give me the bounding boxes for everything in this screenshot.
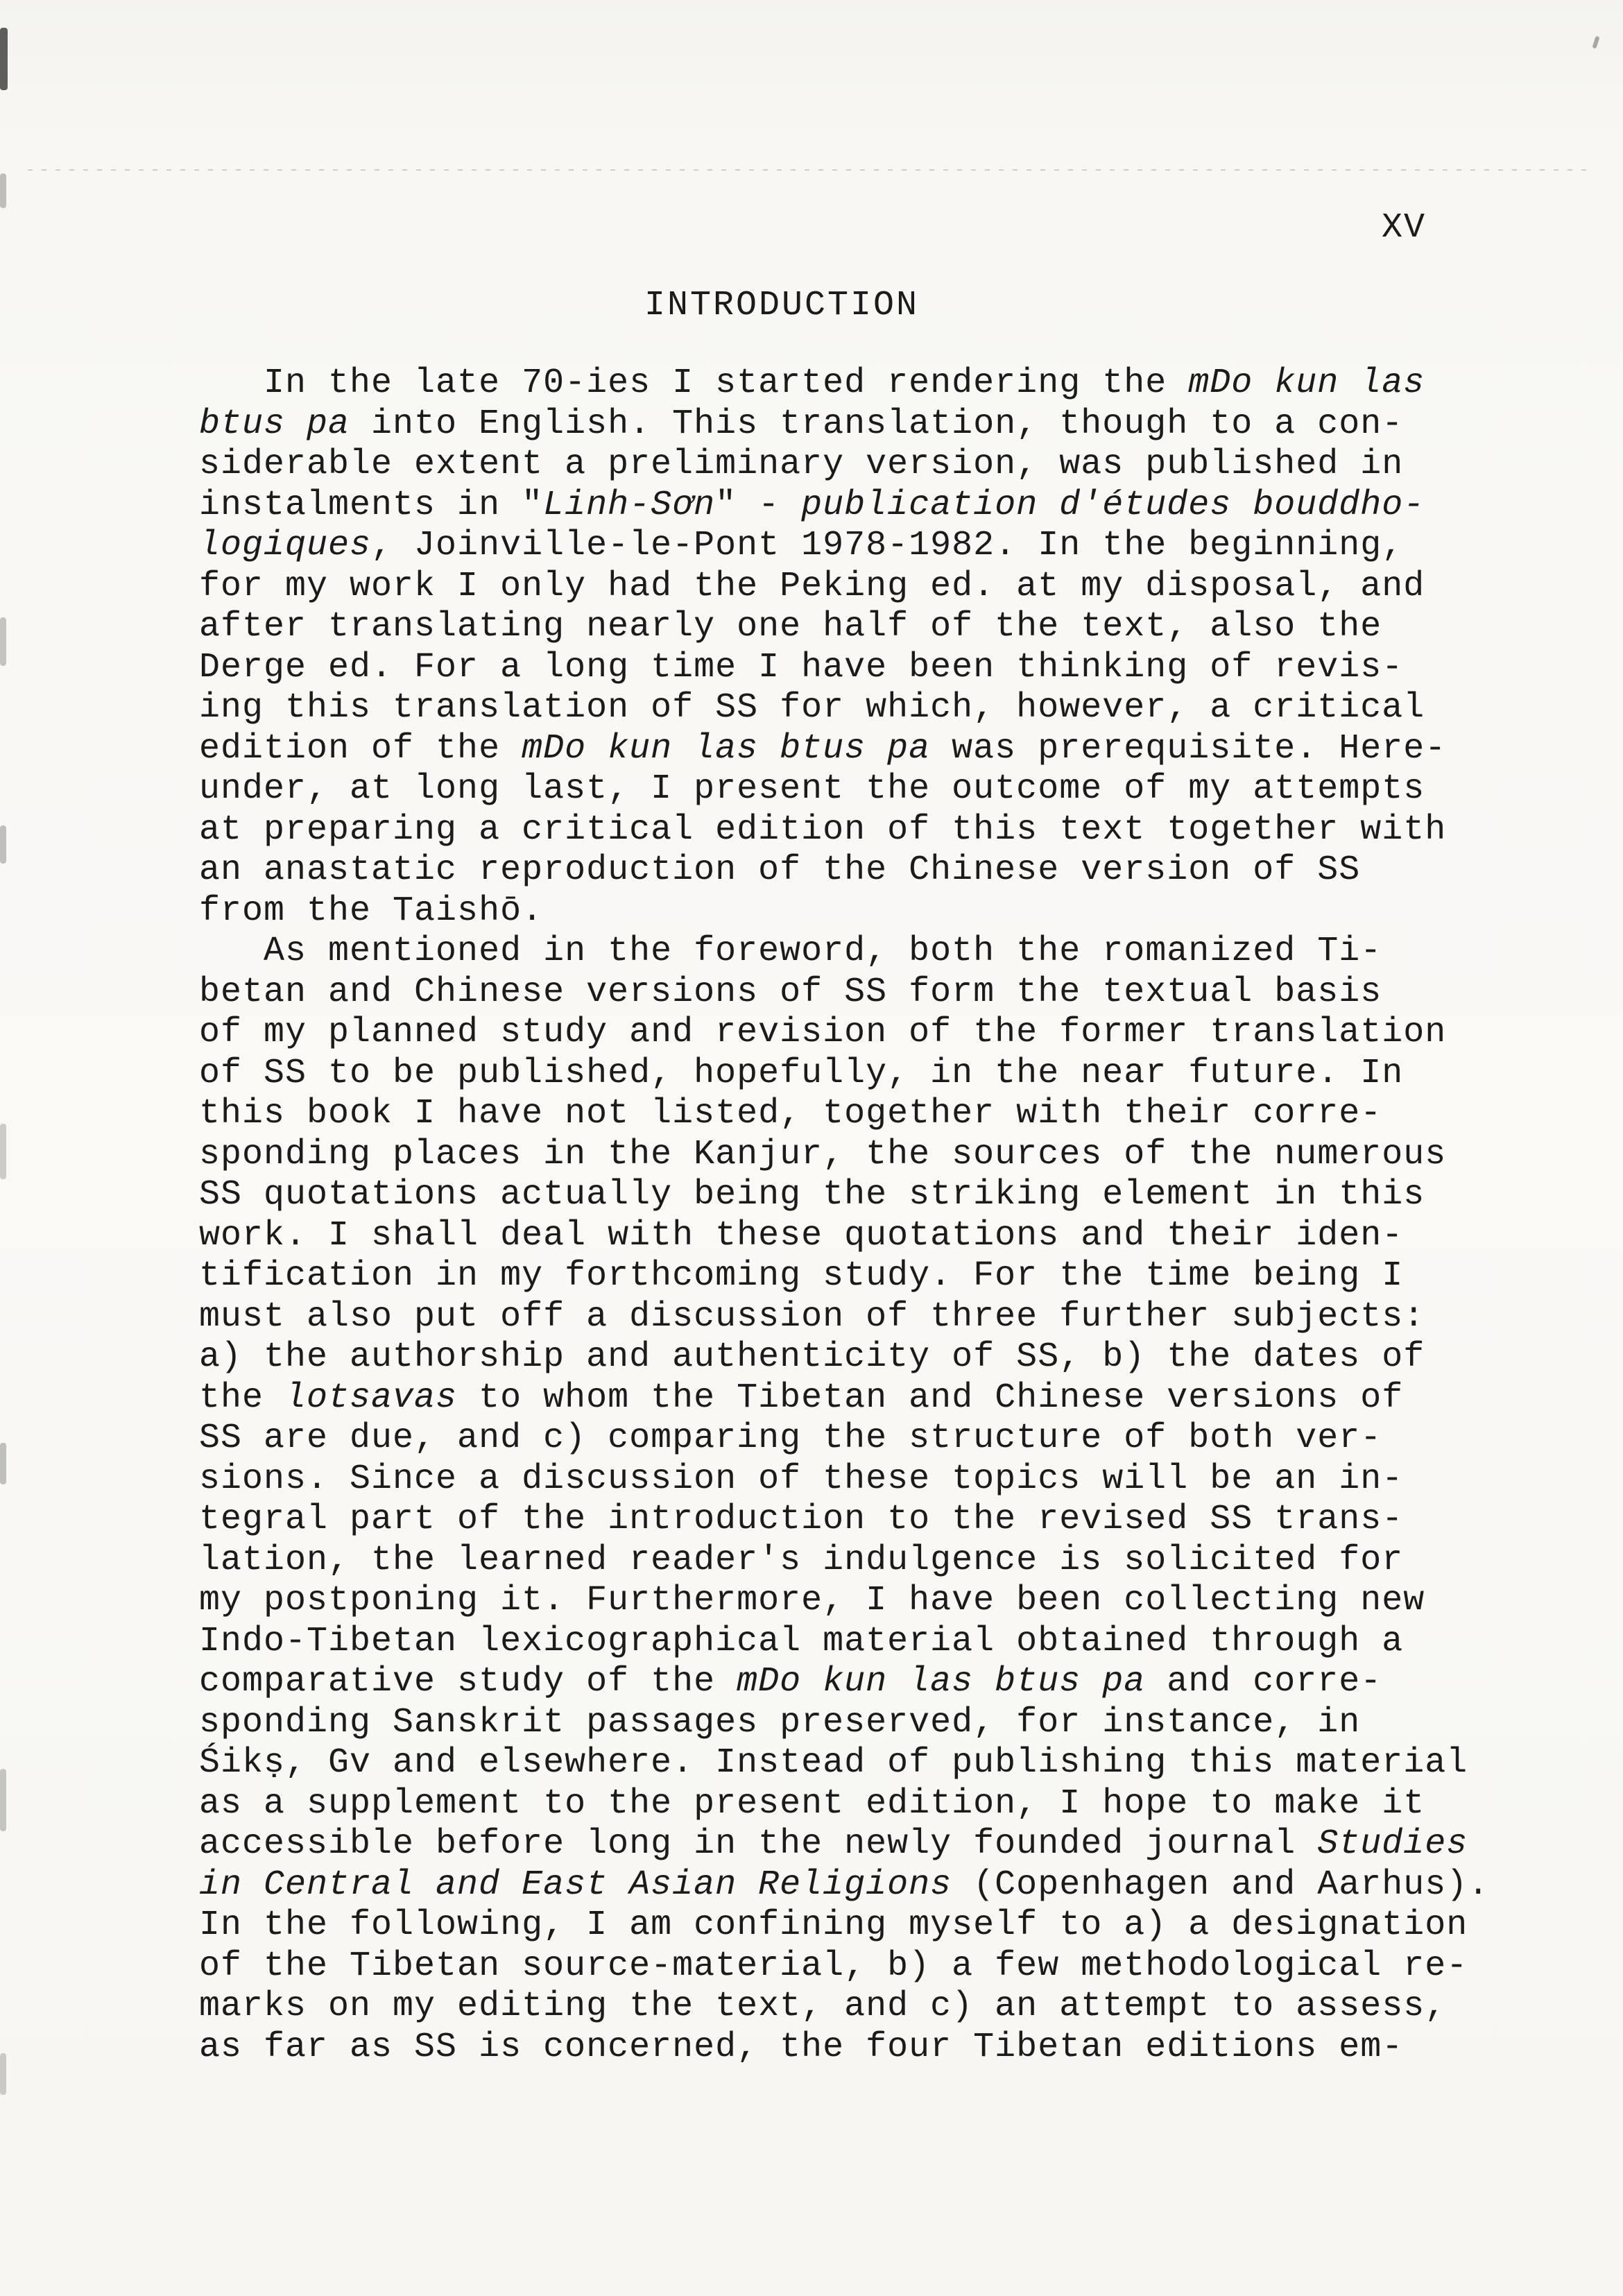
- text-line: a) the authorship and authenticity of SS, b) the dates of: [199, 1337, 1425, 1377]
- text-line: tegral part of the introduction to the revised SS trans-: [199, 1500, 1404, 1539]
- scan-artifact: [0, 28, 8, 90]
- text-line: of my planned study and revision of the former translation: [199, 1013, 1447, 1052]
- text-line: after translating nearly one half of the text, also the: [199, 607, 1382, 646]
- text-line: of SS to be published, hopefully, in the near future. In: [199, 1053, 1404, 1093]
- text-line: must also put off a discussion of three further subjects:: [199, 1296, 1425, 1337]
- text-line: In the following, I am confining myself to a) a designation: [199, 1905, 1468, 1945]
- text-line: logiques, Joinville-le-Pont 1978-1982. In the beginning,: [199, 526, 1404, 565]
- text-line: for my work I only had the Peking ed. at my disposal, and: [199, 566, 1425, 606]
- text-line: comparative study of the mDo kun las btus pa and corre-: [199, 1662, 1382, 1702]
- paragraph: [199, 363, 1489, 932]
- text-line: the lotsavas to whom the Tibetan and Chinese versions of: [199, 1378, 1404, 1418]
- text-line: As mentioned in the foreword, both the romanized Ti-: [199, 932, 1382, 971]
- text-line: under, at long last, I present the outcome of my attempts: [199, 769, 1425, 809]
- text-line: sions. Since a discussion of these topics will be an in-: [199, 1459, 1404, 1499]
- scan-artifact: [0, 1443, 6, 1484]
- text-line: edition of the mDo kun las btus pa was prerequisite. Here-: [199, 728, 1447, 769]
- text-line: marks on my editing the text, and c) an attempt to assess,: [199, 1987, 1447, 2026]
- text-line: at preparing a critical edition of this text together with: [199, 809, 1447, 850]
- page-title: INTRODUCTION: [644, 286, 920, 325]
- text-line: this book I have not listed, together with their corre-: [199, 1094, 1382, 1133]
- text-line: as far as SS is concerned, the four Tibetan editions em-: [199, 2027, 1404, 2067]
- text-line: Śikṣ, Gv and elsewhere. Instead of publishing this material: [199, 1743, 1468, 1783]
- text-line: Indo-Tibetan lexicographical material obtained through a: [199, 1621, 1404, 1661]
- text-line: lation, the learned reader's indulgence is solicited for: [199, 1540, 1404, 1580]
- text-line: tification in my forthcoming study. For the time being I: [199, 1256, 1404, 1296]
- scan-artifact: [0, 173, 6, 208]
- body-text: [199, 363, 1489, 2068]
- text-line: in Central and East Asian Religions (Copenhagen and Aarhus).: [199, 1865, 1490, 1905]
- scan-artifact-line: [28, 169, 1595, 171]
- text-line: Derge ed. For a long time I have been thinking of revis-: [199, 647, 1404, 687]
- scan-artifact: [0, 2053, 6, 2095]
- scan-artifact: [0, 825, 6, 864]
- paragraph: [199, 932, 1489, 2068]
- text-line: instalments in "Linh-Sơn" - publication d'études bouddho-: [199, 485, 1425, 525]
- scan-artifact: [0, 1124, 6, 1179]
- text-line: work. I shall deal with these quotations and their iden-: [199, 1215, 1404, 1256]
- text-line: accessible before long in the newly founded journal Studies: [199, 1824, 1468, 1864]
- text-line: ing this translation of SS for which, however, a critical: [199, 688, 1425, 728]
- page-number: XV: [1382, 208, 1427, 248]
- text-line: an anastatic reproduction of the Chinese version of SS: [199, 850, 1361, 890]
- text-line: In the late 70-ies I started rendering the mDo kun las: [199, 363, 1425, 403]
- scan-artifact: [0, 617, 6, 666]
- text-line: from the Taishō.: [199, 891, 544, 931]
- text-line: siderable extent a preliminary version, was published in: [199, 445, 1404, 484]
- text-line: as a supplement to the present edition, I hope to make it: [199, 1783, 1425, 1824]
- text-line: SS quotations actually being the striking element in this: [199, 1175, 1425, 1215]
- text-line: my postponing it. Furthermore, I have been collecting new: [199, 1581, 1425, 1620]
- scan-artifact: [0, 1769, 6, 1831]
- text-line: of the Tibetan source-material, b) a few methodological re-: [199, 1946, 1468, 1986]
- text-line: sponding places in the Kanjur, the sources of the numerous: [199, 1134, 1447, 1174]
- text-line: SS are due, and c) comparing the structure of both ver-: [199, 1419, 1382, 1458]
- text-line: betan and Chinese versions of SS form the textual basis: [199, 972, 1382, 1012]
- scan-artifact-mark: [1592, 36, 1599, 49]
- text-line: sponding Sanskrit passages preserved, for instance, in: [199, 1702, 1361, 1742]
- text-line: btus pa into English. This translation, though to a con-: [199, 404, 1404, 444]
